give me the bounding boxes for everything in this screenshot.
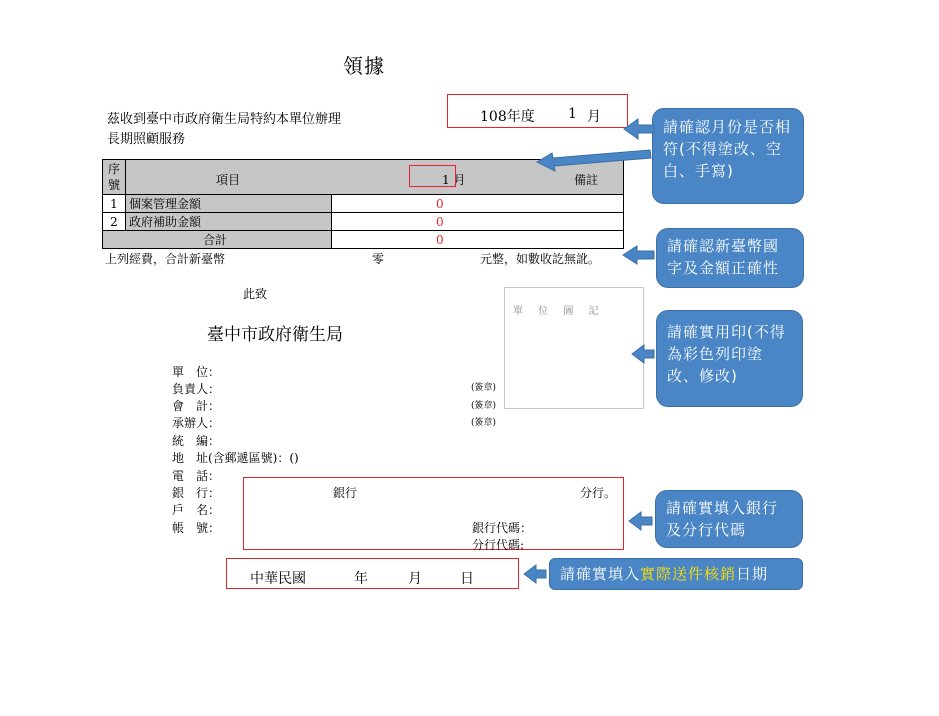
field-address: 地 址(含郵遞區號)：(): [172, 451, 299, 465]
callout-date-highlight: 實際送件核銷: [640, 565, 737, 583]
arrow-to-date-icon: [524, 565, 546, 583]
arrow-to-period-icon: [624, 119, 654, 139]
header-seq-line-2: 號: [107, 178, 120, 192]
field-owner: 負責人：: [172, 382, 221, 396]
field-tax-id: 統 編：: [172, 434, 221, 448]
field-unit: 單 位：: [172, 365, 221, 379]
row-no: 1: [103, 195, 126, 213]
field-handler: 承辦人：: [172, 416, 221, 430]
callout-date-pre: 請確實填入: [560, 565, 641, 583]
date-era: 中華民國: [250, 571, 306, 587]
summary-prefix: 上列經費，合計新臺幣: [105, 252, 226, 266]
period-month-unit: 月: [587, 109, 601, 125]
branch-code-label: 分行代碼:: [472, 538, 525, 552]
field-bank: 銀 行：: [172, 486, 221, 500]
seal-note-handler: (簽章): [471, 418, 497, 428]
row-no: 2: [103, 213, 126, 231]
date-year: 年: [354, 571, 368, 587]
field-account-name: 戶 名：: [172, 503, 221, 517]
total-amount: 0: [332, 231, 624, 249]
intro-line-2: 長期照顧服務: [107, 132, 186, 147]
row-amount: 0: [332, 195, 624, 213]
arrow-to-month-icon: [537, 150, 651, 171]
branch-suffix: 分行。: [580, 486, 617, 500]
callout-month-check: 請確認月份是否相符(不得塗改、空白、手寫): [652, 108, 804, 204]
row-item: 個案管理金額: [126, 195, 332, 213]
arrow-to-summary-icon: [623, 246, 654, 264]
arrow-to-seal-icon: [632, 345, 654, 363]
row-item: 政府補助金額: [126, 213, 332, 231]
callout-bank-check: 請確實填入銀行及分行代碼: [655, 490, 803, 548]
recipient-name: 臺中市政府衛生局: [207, 325, 343, 345]
bank-code-label: 銀行代碼：: [472, 521, 533, 535]
total-label: 合計: [103, 231, 332, 249]
document-title: 領據: [343, 54, 385, 78]
header-month: 1 月: [442, 173, 466, 187]
header-item: 項目: [216, 173, 241, 187]
summary-amount-text: 零: [372, 252, 385, 266]
date-month: 月: [408, 571, 422, 587]
seal-note-owner: (簽章): [471, 383, 497, 393]
field-accounting: 會 計：: [172, 399, 221, 413]
period-year: 108年度: [480, 109, 535, 125]
bank-suffix: 銀行: [333, 486, 358, 500]
date-day: 日: [460, 571, 474, 587]
row-amount: 0: [332, 213, 624, 231]
unit-seal-label: 單 位 圖 記: [513, 306, 605, 317]
header-seq-line-1: 序: [107, 162, 120, 176]
intro-line-1: 茲收到臺中市政府衛生局特約本單位辦理: [107, 112, 342, 127]
field-account-no: 帳 號：: [172, 521, 221, 535]
header-note: 備註: [574, 173, 599, 187]
field-phone: 電 話：: [172, 469, 221, 483]
callout-seal-check: 請確實用印(不得為彩色列印塗改、修改): [656, 310, 803, 407]
callout-date-post: 日期: [736, 565, 769, 583]
arrow-to-bank-icon: [629, 512, 652, 530]
closing-text: 此致: [243, 287, 268, 301]
summary-suffix: 元整，如數收訖無訛。: [480, 252, 601, 266]
callout-amount-check: 請確認新臺幣國字及金額正確性: [656, 228, 804, 288]
period-month: 1: [568, 106, 577, 122]
seal-note-accounting: (簽章): [471, 401, 497, 411]
